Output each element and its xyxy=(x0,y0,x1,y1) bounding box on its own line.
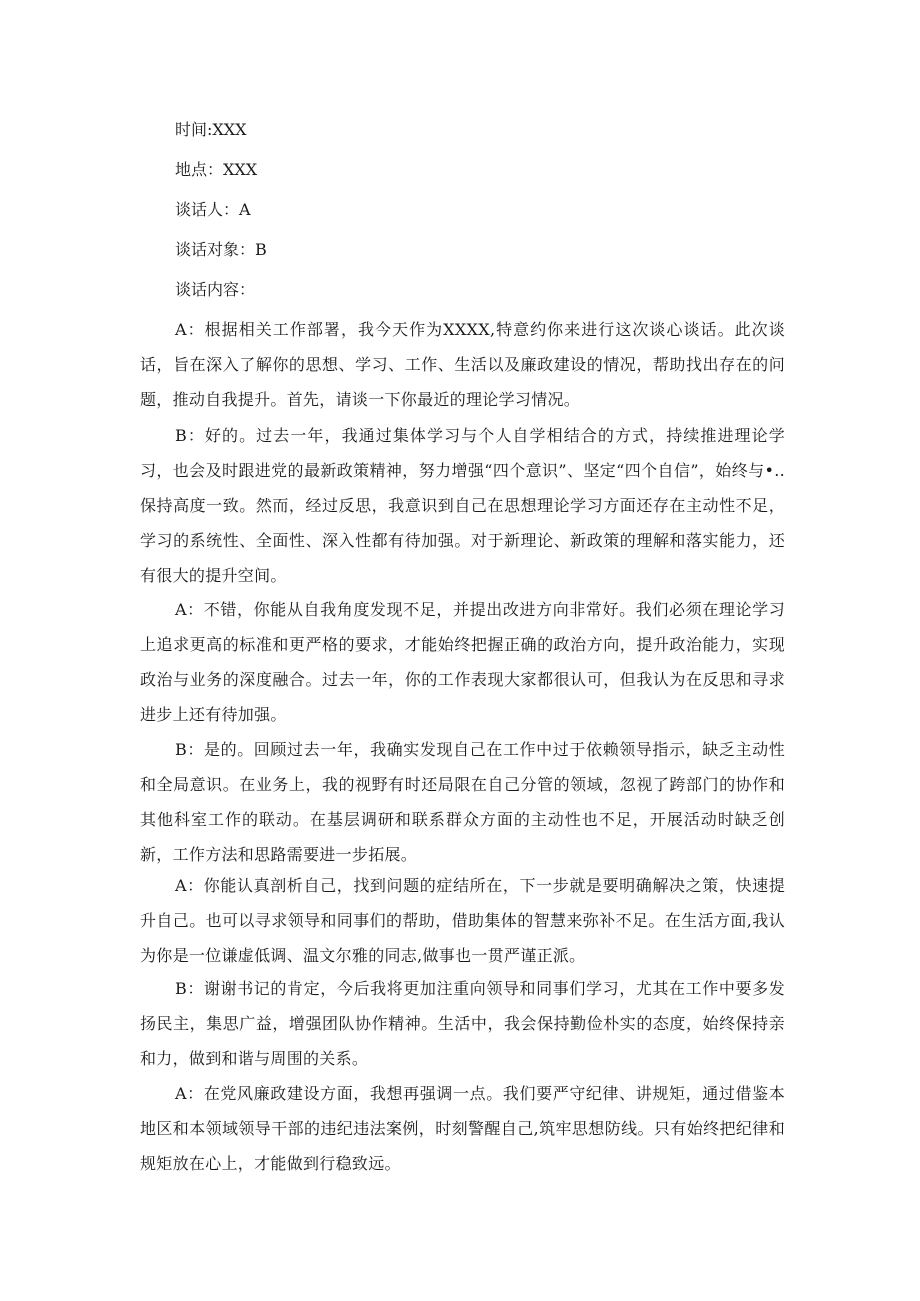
dialogue-paragraph-a1: A：根据相关工作部署，我今天作为XXXX,特意约你来进行这次谈心谈话。此次谈话，旨在深入了解你的思想、学习、工作、生活以及廉政建设的情况，帮助找出存在的问题，推动自我提升。首先，请谈一下你最近的理论学习情况。 xyxy=(140,320,785,409)
dialogue-paragraph-a3: A：你能认真剖析自己，找到问题的症结所在，下一步就是要明确解决之策，快速提升自己。也可以寻求领导和同事们的帮助，借助集体的智慧来弥补不足。在生活方面,我认为你是一位谦虚低调、温文尔雅的同志,做事也一贯严谨正派。 xyxy=(140,876,785,965)
content-label: 谈话内容： xyxy=(175,280,256,299)
dialogue-paragraph-b2: B：是的。回顾过去一年，我确实发现自己在工作中过于依赖领导指示，缺乏主动性和全局意识。在业务上，我的视野有时还局限在自己分管的领域，忽视了跨部门的协作和其他科室工作的联动。在基层调研和联系群众方面的主动性也不足，开展活动时缺乏创新，工作方法和思路需要进一步拓展。 xyxy=(140,740,785,864)
dialogue-paragraph-b3: B：谢谢书记的肯定，今后我将更加注重向领导和同事们学习，尤其在工作中要多发扬民主，集思广益，增强团队协作精神。生活中，我会保持勤俭朴实的态度，始终保持亲和力，做到和谐与周围的关系。 xyxy=(140,979,785,1068)
dialogue-paragraph-b1: B：好的。过去一年，我通过集体学习与个人自学相结合的方式，持续推进理论学习，也会及时跟进党的最新政策精神，努力增强“四个意识”、坚定“四个自信”，始终与•..保持高度一致。然而，经过反思，我意识到自己在思想理论学习方面还存在主动性不足，学习的系统性、全面性、深入性都有待加强。对于新理论、新政策的理解和落实能力，还有很大的提升空间。 xyxy=(140,426,785,585)
meeting-place: 地点：XXX xyxy=(175,160,258,179)
dialogue-paragraph-a4: A：在党风廉政建设方面，我想再强调一点。我们要严守纪律、讲规矩，通过借鉴本地区和本领域领导干部的违纪违法案例，时刻警醒自己,筑牢思想防线。只有始终把纪律和规矩放在心上，才能做到行稳致远。 xyxy=(140,1084,785,1173)
dialogue-paragraph-a2: A：不错，你能从自我角度发现不足，并提出改进方向非常好。我们必须在理论学习上追求更高的标准和更严格的要求，才能始终把握正确的政治方向，提升政治能力，实现政治与业务的深度融合。过去一年，你的工作表现大家都很认可，但我认为在反思和寻求进步上还有待加强。 xyxy=(140,600,785,724)
meeting-time: 时间:XXX xyxy=(175,120,247,139)
speaker-line: 谈话人：A xyxy=(175,200,251,219)
subject-line: 谈话对象：B xyxy=(175,240,267,259)
